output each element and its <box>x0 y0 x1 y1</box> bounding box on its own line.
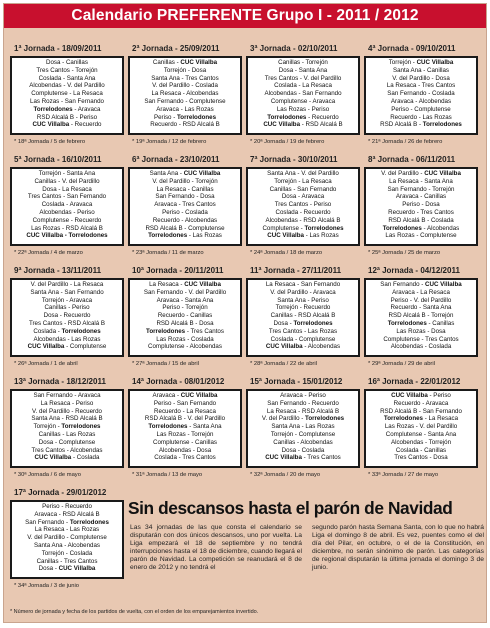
match-line: La Resaca - Las Rozas <box>34 526 100 534</box>
jornada-title: 7ª Jornada - 30/10/2011 <box>250 155 338 164</box>
match-line: Torrelodones - Las Rozas <box>148 232 222 240</box>
return-leg-note: * 34ª Jornada / 3 de junio <box>14 583 79 589</box>
match-line: Complutense - La Resaca <box>31 90 103 98</box>
match-line: Torrejón - La Resaca <box>274 177 332 185</box>
return-leg-note: * 25ª Jornada / 25 de marzo <box>368 250 441 256</box>
match-line: Tres Cantos - Alcobendas <box>31 446 103 454</box>
match-line: Aravaca - Las Rozas <box>156 105 214 113</box>
match-line: Dosa - Canillas <box>46 59 88 66</box>
match-line: Periso - Dosa <box>402 201 440 209</box>
match-list <box>128 389 242 468</box>
match-line: Torrejón - Aravaca <box>41 296 93 304</box>
match-line: Recuerdo - Alcobendas <box>152 216 218 224</box>
match-line: Tres Cantos - Periso <box>274 201 332 209</box>
match-line: RSD Alcalá B - Dosa <box>156 319 214 327</box>
match-list <box>128 56 242 135</box>
return-leg-note: * 24ª Jornada / 18 de marzo <box>250 250 323 256</box>
match-line: Canillas - San Fernando <box>269 185 337 193</box>
match-line: Tres Cantos - Torrejón <box>36 66 98 74</box>
match-line: RSD Alcalá B - Torrelodones <box>380 121 462 129</box>
match-line: CUC Villalba - Alcobendas <box>265 343 341 351</box>
jornada-card <box>364 375 478 486</box>
match-line: Aravaca - Santa Ana <box>156 296 214 304</box>
match-line: V. del Pardillo - Aravaca <box>270 288 336 296</box>
jornada-title: 5ª Jornada - 16/10/2011 <box>14 155 102 164</box>
jornada-card <box>364 153 478 264</box>
match-line: Dosa - Aravaca <box>281 193 325 201</box>
match-line: Las Rozas - Dosa <box>396 327 446 335</box>
return-leg-note: * 33ª Jornada / 27 de mayo <box>368 472 439 478</box>
match-line: Recuerdo - La Resaca <box>154 407 216 415</box>
jornada-card <box>246 42 360 153</box>
jornada-card <box>128 375 242 486</box>
match-line: Recuerdo - RSD Alcalá B <box>150 121 220 129</box>
jornada-title: 4ª Jornada - 09/10/2011 <box>368 44 456 53</box>
match-line: Santa Ana - Periso <box>277 296 329 304</box>
match-line: Canillas - RSD Alcalá B <box>270 312 336 320</box>
match-line: Tres Cantos - San Fernando <box>27 193 107 201</box>
jornada-card <box>10 486 124 597</box>
jornada-card <box>128 153 242 264</box>
match-line: Aravaca - RSD Alcalá B <box>34 510 100 518</box>
match-line: Canillas - Alcobendas <box>273 438 333 446</box>
jornada-title: 15ª Jornada - 15/01/2012 <box>250 377 343 386</box>
match-line: Recuerdo - Canillas <box>157 312 213 320</box>
match-line: La Resaca - RSD Alcalá B <box>266 407 340 415</box>
match-line: Complutense - Santa Ana <box>385 430 457 438</box>
match-line: V. del Pardillo - Recuerdo <box>32 407 102 415</box>
match-line: V. del Pardillo - Complutense <box>27 534 107 542</box>
match-line: Aravaca - CUC Villalba <box>152 392 218 399</box>
match-line: Dosa - La Resaca <box>42 185 92 193</box>
match-list <box>10 389 124 468</box>
match-line: Periso - V. del Pardillo <box>390 296 452 304</box>
match-line: Coslada - La Resaca <box>274 82 332 90</box>
match-line: Complutense - Canillas <box>153 438 217 446</box>
match-line: Complutense - Alcobendas <box>148 343 222 351</box>
return-leg-note: * 19ª Jornada / 12 de febrero <box>132 139 207 145</box>
match-list <box>246 278 360 357</box>
match-line: Coslada - Torrelodones <box>33 327 101 335</box>
match-line: Alcobendas - San Fernando <box>264 90 342 98</box>
match-line: Canillas - CUC Villalba <box>152 59 218 66</box>
jornada-card <box>246 264 360 375</box>
match-line: Coslada - Aravaca <box>41 201 93 209</box>
article-title: Sin descansos hasta el parón de Navidad <box>128 498 453 518</box>
return-leg-note: * 23ª Jornada / 11 de marzo <box>132 250 204 256</box>
match-line: Dosa - Complutense <box>38 438 96 446</box>
match-line: Alcobendas - RSD Alcalá B <box>265 216 341 224</box>
match-line: Dosa - Torrelodones <box>273 319 333 327</box>
jornada-card <box>364 264 478 375</box>
jornada-title: 8ª Jornada - 06/11/2011 <box>368 155 456 164</box>
match-list <box>128 278 242 357</box>
match-line: CUC Villalba - Coslada <box>34 454 100 462</box>
match-line: San Fernando - Torrejón <box>387 185 455 193</box>
match-list <box>246 167 360 246</box>
match-line: San Fernando - Coslada <box>387 90 455 98</box>
match-line: CUC Villalba - RSD Alcalá B <box>263 121 343 129</box>
match-line: V. del Pardillo - La Resaca <box>30 281 104 288</box>
match-line: V. del Pardillo - Torrelodones <box>261 415 345 423</box>
match-line: Torrelodones - Canillas <box>387 319 455 327</box>
match-line: Alcobendas - Las Rozas <box>33 335 101 343</box>
match-line: Aravaca - La Resaca <box>392 288 450 296</box>
return-leg-note: * 27ª Jornada / 15 de abril <box>132 361 199 367</box>
match-line: La Resaca - Periso <box>40 399 94 407</box>
match-line: Alcobendas - Coslada <box>390 343 452 351</box>
match-line: RSD Alcalá B - Periso <box>36 113 98 121</box>
jornada-title: 9ª Jornada - 13/11/2011 <box>14 266 102 275</box>
jornada-title: 2ª Jornada - 25/09/2011 <box>132 44 220 53</box>
match-line: Santa Ana - Alcobendas <box>33 541 101 549</box>
jornada-title: 13ª Jornada - 18/12/2011 <box>14 377 106 386</box>
match-line: Torrejón - CUC Villalba <box>388 59 454 66</box>
jornada-title: 12ª Jornada - 04/12/2011 <box>368 266 460 275</box>
match-line: La Resaca - Tres Cantos <box>386 82 456 90</box>
match-line: Torrelodones - Santa Ana <box>148 423 222 431</box>
match-line: Periso - Complutense <box>391 105 451 113</box>
match-line: Aravaca - Periso <box>280 392 326 399</box>
jornada-card <box>10 42 124 153</box>
match-line: Las Rozas - RSD Alcalá B <box>31 224 103 232</box>
match-line: RSD Alcalá B - Coslada <box>388 216 454 224</box>
match-line: Dosa - Recuerdo <box>43 312 91 320</box>
match-list <box>246 389 360 468</box>
match-line: San Fernando - Torrelodones <box>25 518 109 526</box>
match-line: Santa Ana - Tres Cantos <box>151 74 219 82</box>
match-line: Torrelodones - Aravaca <box>33 105 101 113</box>
match-line: Dosa - CUC Villalba <box>38 565 96 573</box>
match-line: La Resaca - CUC Villalba <box>149 281 221 288</box>
match-line: Las Rozas - V. del Pardillo <box>384 423 458 431</box>
match-line: Torrejón - Recuerdo <box>275 304 331 312</box>
match-line: V. del Pardillo - Dosa <box>392 74 450 82</box>
return-leg-note: * 26ª Jornada / 1 de abril <box>14 361 78 367</box>
match-line: Canillas - V. del Pardillo <box>34 177 100 185</box>
match-list <box>10 56 124 135</box>
match-line: Periso - Torrelodones <box>153 113 217 121</box>
match-line: CUC Villalba - Tres Cantos <box>265 454 341 462</box>
match-line: Las Rozas - Periso <box>276 105 330 113</box>
match-line: Tres Cantos - RSD Alcalá B <box>28 319 106 327</box>
match-line: CUC Villalba - Complutense <box>27 343 107 351</box>
match-line: Las Rozas - Coslada <box>156 335 214 343</box>
match-list <box>10 500 124 579</box>
match-line: Santa Ana - San Fernando <box>30 288 104 296</box>
match-list <box>364 167 478 246</box>
match-line: CUC Villalba - Recuerdo <box>32 121 102 129</box>
match-line: Las Rozas - Torrejón <box>156 430 214 438</box>
match-line: CUC Villalba - Periso <box>391 392 451 399</box>
article-column-1: Las 34 jornadas de las que consta el calendario se disputarán con dos únicos descansos, uno por vuelta. La Liga empezará el 18 de septiembre y no tendrá interrupciones hasta el 18 de diciembre, cuando llegará el parón de Navidad. La competición se reanudará el 8 de enero de 2012 y no tendrá el <box>130 524 302 572</box>
return-leg-note: * 31ª Jornada / 13 de mayo <box>132 472 203 478</box>
return-leg-note: * 18ª Jornada / 5 de febrero <box>14 139 86 145</box>
match-line: Santa Ana - RSD Alcalá B <box>31 415 103 423</box>
jornada-title: 1ª Jornada - 18/09/2011 <box>14 44 102 53</box>
jornada-card <box>128 264 242 375</box>
match-line: Torrelodones - La Resaca <box>383 415 459 423</box>
match-line: Tres Cantos - Dosa <box>394 454 448 462</box>
match-line: Recuerdo - Tres Cantos <box>388 208 454 216</box>
match-line: Alcobendas - Periso <box>39 208 95 216</box>
jornada-title: 14ª Jornada - 08/01/2012 <box>132 377 225 386</box>
match-line: Dosa - Santa Ana <box>278 66 328 74</box>
article-column-2: segundo parón hasta Semana Santa, con lo que no habrá Liga el domingo 8 de abril. Es vez, puentes como el del día del Pilar, en octubre, o el de la Constitución, en diciembre, no serán sinónimo de parón. Las categorías de regional disputarán la última jornada el domingo 3 de junio. <box>312 524 484 572</box>
jornada-card <box>364 42 478 153</box>
jornada-card <box>128 42 242 153</box>
jornada-title: 17ª Jornada - 29/01/2012 <box>14 488 107 497</box>
return-leg-note: * 28ª Jornada / 22 de abril <box>250 361 317 367</box>
match-line: San Fernando - Complutense <box>144 97 226 105</box>
match-line: Periso - San Fernando <box>153 399 217 407</box>
match-line: Torrejón - Dosa <box>163 66 207 74</box>
match-line: RSD Alcalá B - San Fernando <box>380 407 462 415</box>
match-line: La Resaca - Santa Ana <box>389 177 453 185</box>
match-line: Complutense - Tres Cantos <box>383 335 459 343</box>
match-line: San Fernando - Aravaca <box>33 392 101 399</box>
match-line: Complutense - Torrelodones <box>262 224 344 232</box>
match-line: CUC Villalba - Torrelodones <box>26 232 108 240</box>
match-line: V. del Pardillo - Torrejón <box>152 177 218 185</box>
return-leg-note: * 20ª Jornada / 19 de febrero <box>250 139 325 145</box>
match-line: San Fernando - CUC Villalba <box>380 281 462 288</box>
match-line: V. del Pardillo - Coslada <box>152 82 218 90</box>
jornada-card <box>246 375 360 486</box>
match-line: Tres Cantos - Las Rozas <box>268 327 338 335</box>
match-line: Tres Cantos - V. del Pardillo <box>264 74 342 82</box>
match-line: Periso - Recuerdo <box>42 503 92 510</box>
match-line: Torrejón - Coslada <box>41 549 93 557</box>
match-line: Torrelodones - Alcobendas <box>382 224 460 232</box>
jornada-card <box>246 153 360 264</box>
match-line: Recuerdo - Las Rozas <box>390 113 452 121</box>
page-title: Calendario PREFERENTE Grupo I - 2011 / 2012 <box>4 4 486 28</box>
match-line: Alcobendas - V. del Pardillo <box>29 82 105 90</box>
match-list <box>246 56 360 135</box>
match-line: Dosa - Coslada <box>281 446 325 454</box>
match-line: Torrelodones - Tres Cantos <box>146 327 224 335</box>
match-line: Canillas - Periso <box>44 304 90 312</box>
match-line: Periso - Coslada <box>162 208 208 216</box>
match-line: Aravaca - Tres Cantos <box>154 201 216 209</box>
match-line: Coslada - Santa Ana <box>38 74 96 82</box>
match-line: Recuerdo - Aravaca <box>393 399 449 407</box>
return-leg-note: * 22ª Jornada / 4 de marzo <box>14 250 83 256</box>
footnote: * Número de jornada y fecha de los partidos de vuelta, con el orden de los emparejamientos invertido. <box>10 609 259 615</box>
match-list <box>364 56 478 135</box>
jornada-title: 16ª Jornada - 22/01/2012 <box>368 377 461 386</box>
jornada-card <box>10 264 124 375</box>
match-line: Las Rozas - San Fernando <box>30 97 104 105</box>
match-line: La Resaca - San Fernando <box>265 281 341 288</box>
match-line: Santa Ana - Las Rozas <box>271 423 335 431</box>
match-line: Torrejón - Complutense <box>270 430 336 438</box>
match-line: Periso - Torrejón <box>162 304 208 312</box>
return-leg-note: * 21ª Jornada / 26 de febrero <box>368 139 443 145</box>
jornada-title: 3ª Jornada - 02/10/2011 <box>250 44 338 53</box>
match-line: RSD Alcalá B - V. del Pardillo <box>144 415 226 423</box>
match-list <box>364 278 478 357</box>
match-line: Alcobendas - Dosa <box>158 446 212 454</box>
return-leg-note: * 32ª Jornada / 20 de mayo <box>250 472 321 478</box>
match-line: Santa Ana - CUC Villalba <box>149 170 221 177</box>
jornada-card <box>10 375 124 486</box>
match-line: Aravaca - Alcobendas <box>390 97 452 105</box>
match-list <box>128 167 242 246</box>
return-leg-note: * 29ª Jornada / 29 de abril <box>368 361 435 367</box>
jornada-title: 11ª Jornada - 27/11/2011 <box>250 266 342 275</box>
match-line: CUC Villalba - Las Rozas <box>267 232 339 240</box>
match-list <box>364 389 478 468</box>
match-line: RSD Alcalá B - Torrejón <box>388 312 454 320</box>
jornada-title: 10ª Jornada - 20/11/2011 <box>132 266 224 275</box>
match-line: RSD Alcalá B - Complutense <box>145 224 225 232</box>
match-line: Coslada - Recuerdo <box>275 208 331 216</box>
match-line: San Fernando - Recuerdo <box>267 399 339 407</box>
match-line: Canillas - Tres Cantos <box>36 557 98 565</box>
match-list <box>10 278 124 357</box>
match-line: Las Rozas - Complutense <box>385 232 457 240</box>
match-line: Canillas - Torrejón <box>278 59 328 66</box>
match-line: La Resaca - Canillas <box>156 185 214 193</box>
match-line: Santa Ana - Canillas <box>392 66 450 74</box>
match-line: Torrejón - Torrelodones <box>33 423 101 431</box>
match-line: San Fernando - V. del Pardillo <box>143 288 227 296</box>
match-list <box>10 167 124 246</box>
match-line: Coslada - Canillas <box>395 446 447 454</box>
match-line: Alcobendas - Torrejón <box>390 438 452 446</box>
match-line: Recuerdo - Santa Ana <box>390 304 452 312</box>
match-line: La Resaca - Alcobendas <box>151 90 219 98</box>
jornada-card <box>10 153 124 264</box>
match-line: Torrelodones - Recuerdo <box>267 113 339 121</box>
return-leg-note: * 30ª Jornada / 6 de mayo <box>14 472 81 478</box>
match-line: V. del Pardillo - CUC Villalba <box>381 170 461 177</box>
match-line: Coslada - Complutense <box>270 335 336 343</box>
match-line: San Fernando - Dosa <box>155 193 215 201</box>
jornada-title: 6ª Jornada - 23/10/2011 <box>132 155 220 164</box>
match-line: Torrejón - Santa Ana <box>38 170 96 177</box>
match-line: Complutense - Aravaca <box>270 97 336 105</box>
match-line: Complutense - Recuerdo <box>32 216 102 224</box>
match-line: Aravaca - Canillas <box>395 193 447 201</box>
match-line: Canillas - Las Rozas <box>38 430 96 438</box>
match-line: Santa Ana - V. del Pardillo <box>267 170 339 177</box>
match-line: Coslada - Tres Cantos <box>154 454 216 462</box>
